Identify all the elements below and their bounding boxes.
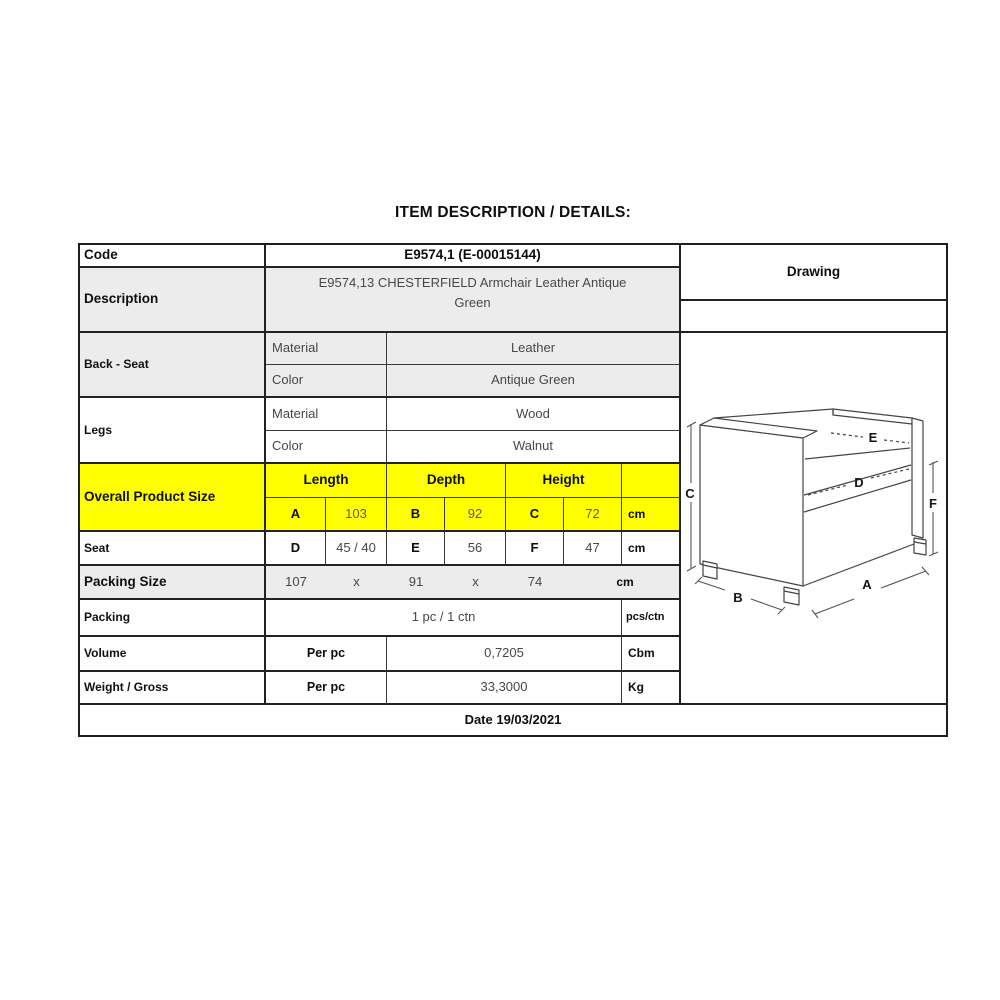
drawing-label-b: B — [733, 590, 743, 605]
overall-unit-spacer — [622, 464, 681, 498]
packing-size-depth: 91 — [408, 573, 424, 589]
dim-e-key: E — [387, 532, 445, 566]
height-header: Height — [506, 464, 622, 498]
dim-a-value: 103 — [326, 498, 387, 532]
date-row: Date 19/03/2021 — [80, 705, 946, 735]
back-seat-color-label: Color — [266, 365, 387, 398]
armchair-back-top — [833, 409, 912, 424]
weight-label: Weight / Gross — [80, 672, 266, 705]
back-seat-color-value: Antique Green — [387, 365, 681, 398]
drawing-label-a: A — [862, 577, 872, 592]
drawing-label-f: F — [929, 496, 937, 511]
seat-unit: cm — [622, 532, 681, 566]
armchair-foot-right — [914, 538, 926, 555]
packing-size-unit: cm — [616, 574, 634, 589]
dim-f-value: 47 — [564, 532, 622, 566]
packing-value: 1 pc / 1 ctn — [266, 600, 622, 637]
overall-size-label: Overall Product Size — [80, 464, 266, 532]
packing-label: Packing — [80, 600, 266, 637]
length-header: Length — [266, 464, 387, 498]
depth-header: Depth — [387, 464, 506, 498]
code-label: Code — [80, 245, 266, 268]
packing-size-x1: x — [353, 573, 360, 589]
drawing-label-e: E — [868, 430, 878, 445]
armchair-foot-front — [784, 587, 799, 605]
drawing-spacer — [681, 301, 946, 333]
volume-value: 0,7205 — [387, 637, 622, 672]
volume-label: Volume — [80, 637, 266, 672]
dim-a-key: A — [266, 498, 326, 532]
description-text: E9574,13 CHESTERFIELD Armchair Leather Antique Green — [318, 275, 627, 310]
packing-size-height: 74 — [527, 573, 543, 589]
drawing-label-c: C — [685, 486, 695, 501]
armchair-foot-left — [703, 561, 717, 579]
dim-d-value: 45 / 40 — [326, 532, 387, 566]
description-label: Description — [80, 268, 266, 333]
drawing-label-d: D — [854, 475, 864, 490]
legs-material-label: Material — [266, 398, 387, 431]
back-seat-label: Back - Seat — [80, 333, 266, 398]
packing-size-length: 107 — [285, 573, 307, 589]
dim-b-key: B — [387, 498, 445, 532]
back-seat-material-value: Leather — [387, 333, 681, 365]
packing-size-label: Packing Size — [80, 566, 266, 600]
volume-unit: Cbm — [622, 637, 681, 672]
code-value: E9574,1 (E-00015144) — [266, 245, 681, 268]
legs-label: Legs — [80, 398, 266, 464]
volume-per-pc: Per pc — [266, 637, 387, 672]
seat-label: Seat — [80, 532, 266, 566]
armchair-right-panel — [912, 418, 923, 538]
armchair-left-panel — [700, 425, 803, 586]
page-title: ITEM DESCRIPTION / DETAILS: — [395, 204, 631, 221]
weight-value: 33,3000 — [387, 672, 622, 705]
dim-c-key: C — [506, 498, 564, 532]
packing-size-x2: x — [472, 573, 479, 589]
weight-unit: Kg — [622, 672, 681, 705]
weight-per-pc: Per pc — [266, 672, 387, 705]
legs-material-value: Wood — [387, 398, 681, 431]
packing-unit: pcs/ctn — [622, 600, 681, 637]
overall-unit: cm — [622, 498, 681, 532]
armchair-drawing — [681, 332, 946, 704]
drawing-header: Drawing — [681, 245, 946, 301]
dim-f-key: F — [506, 532, 564, 566]
legs-color-value: Walnut — [387, 431, 681, 464]
legs-color-label: Color — [266, 431, 387, 464]
dim-c-value: 72 — [564, 498, 622, 532]
drawing-canvas — [681, 333, 946, 705]
dim-e-value: 56 — [445, 532, 506, 566]
description-value — [266, 268, 681, 333]
dim-d-key: D — [266, 532, 326, 566]
back-seat-material-label: Material — [266, 333, 387, 365]
packing-size-value — [266, 566, 681, 600]
dim-b-value: 92 — [445, 498, 506, 532]
spec-table — [78, 243, 948, 737]
